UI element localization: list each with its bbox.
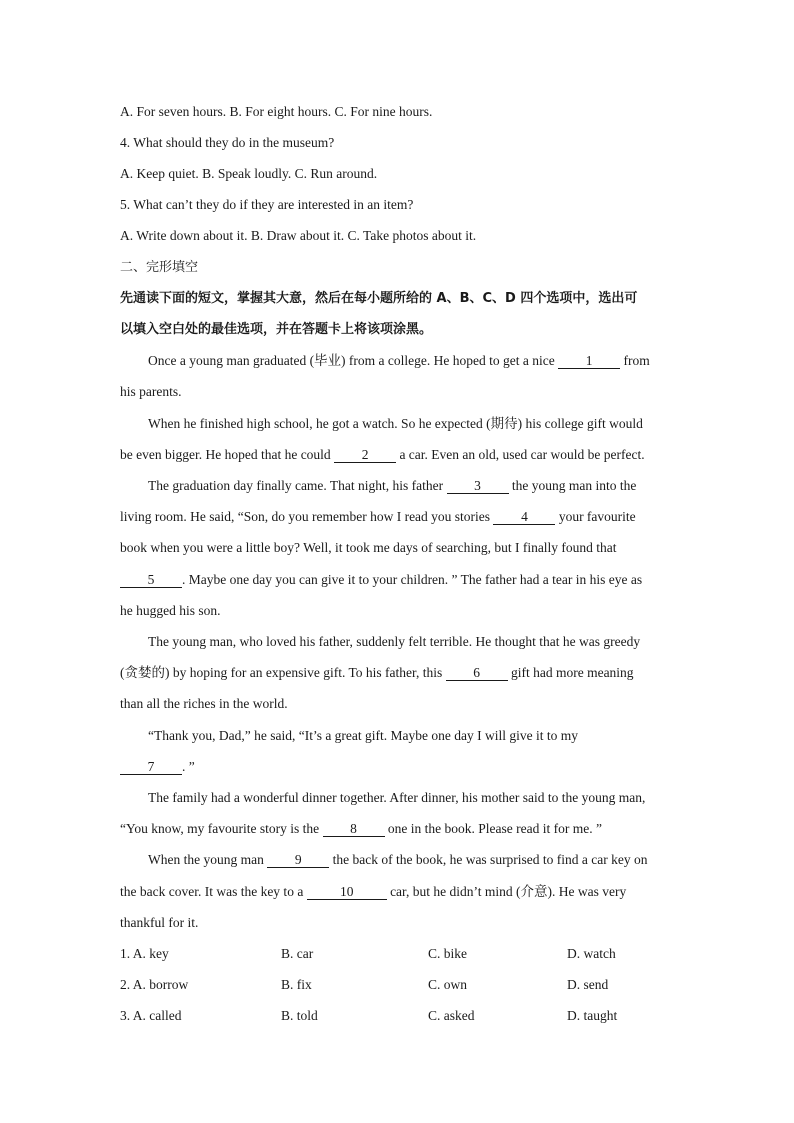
passage-text: “You know, my favourite story is the: [120, 821, 323, 836]
passage-line: [148, 851, 708, 869]
option-row-3: [120, 1007, 680, 1025]
passage-text: the back cover. It was the key to a: [120, 884, 307, 899]
blank-4: 4: [493, 509, 555, 525]
passage-text: gift had more meaning: [507, 665, 634, 680]
option-d: D. send: [567, 977, 609, 992]
passage-line: than all the riches in the world.: [120, 696, 288, 711]
passage-line: [120, 883, 680, 901]
passage-line: [120, 820, 680, 838]
option-a: 1. A. key: [120, 946, 169, 961]
passage-line: “Thank you, Dad,” he said, “It’s a great gift. Maybe one day I will give it to my: [148, 728, 579, 743]
passage-text: living room. He said, “Son, do you remember how I read you stories: [120, 509, 494, 524]
passage-text: one in the book. Please read it for me. ”: [384, 821, 602, 836]
option-c: C. bike: [428, 946, 467, 961]
blank-3: 3: [447, 478, 509, 494]
passage-line: [120, 664, 680, 682]
passage-line: his parents.: [120, 384, 182, 399]
blank-7: 7: [120, 759, 182, 775]
passage-text: (贪婪的) by hoping for an expensive gift. To his father, this: [120, 665, 446, 680]
passage-text: The graduation day finally came. That night, his father: [148, 478, 447, 493]
passage-line: [120, 571, 680, 589]
blank-1: 1: [558, 353, 620, 369]
passage-text: be even bigger. He hoped that he could: [120, 447, 335, 462]
blank-8: 8: [323, 821, 385, 837]
instructions-line-1: 先通读下面的短文，掌握其大意，然后在每小题所给的 A、B、C、D 四个选项中，选出可: [120, 291, 638, 306]
passage-text: . Maybe one day you can give it to your children. ” The father had a tear in his eye as: [182, 572, 643, 587]
passage-line: The young man, who loved his father, suddenly felt terrible. He thought that he was greedy: [148, 634, 641, 649]
option-b: B. told: [281, 1008, 318, 1023]
option-d: D. taught: [567, 1008, 618, 1023]
passage-line: [120, 758, 680, 776]
blank-9: 9: [267, 852, 329, 868]
q5-answer-choices: A. Write down about it. B. Draw about it. C. Take photos about it.: [120, 228, 477, 243]
blank-2: 2: [334, 447, 396, 463]
option-row-1: [120, 945, 680, 963]
passage-line: [120, 508, 680, 526]
passage-text: a car. Even an old, used car would be perfect.: [396, 447, 645, 462]
option-a: 2. A. borrow: [120, 977, 189, 992]
q3-answer-choices: A. For seven hours. B. For eight hours. C. For nine hours.: [120, 104, 433, 119]
passage-line: [120, 446, 680, 464]
passage-text: your favourite: [555, 509, 636, 524]
passage-text: When the young man: [148, 852, 268, 867]
passage-line: [148, 477, 708, 495]
q4-question: 4. What should they do in the museum?: [120, 135, 335, 150]
instructions-line-2: 以填入空白处的最佳选项，并在答题卡上将该项涂黑。: [120, 322, 433, 337]
section-title: 二、完形填空: [120, 260, 199, 275]
passage-line: he hugged his son.: [120, 603, 221, 618]
passage-text: the young man into the: [508, 478, 637, 493]
option-a: 3. A. called: [120, 1008, 182, 1023]
passage-text: the back of the book, he was surprised to find a car key on: [329, 852, 648, 867]
option-b: B. car: [281, 946, 314, 961]
passage-line: The family had a wonderful dinner together. After dinner, his mother said to the young man,: [148, 790, 646, 805]
blank-10: 10: [307, 884, 387, 900]
passage-text: Once a young man graduated (毕业) from a college. He hoped to get a nice: [148, 353, 559, 368]
q4-answer-choices: A. Keep quiet. B. Speak loudly. C. Run around.: [120, 166, 378, 181]
option-b: B. fix: [281, 977, 312, 992]
blank-6: 6: [446, 665, 508, 681]
passage-text: . ”: [182, 759, 195, 774]
passage-line: book when you were a little boy? Well, it took me days of searching, but I finally found that: [120, 540, 617, 555]
option-d: D. watch: [567, 946, 616, 961]
option-c: C. asked: [428, 1008, 475, 1023]
option-c: C. own: [428, 977, 468, 992]
option-row-2: [120, 976, 680, 994]
blank-5: 5: [120, 572, 182, 588]
passage-line: [148, 352, 708, 370]
passage-text: car, but he didn’t mind (介意). He was very: [386, 884, 627, 899]
passage-line: When he finished high school, he got a watch. So he expected (期待) his college gift would: [148, 416, 643, 431]
q5-question: 5. What can’t they do if they are interested in an item?: [120, 197, 414, 212]
passage-text: from: [620, 353, 650, 368]
passage-line: thankful for it.: [120, 915, 199, 930]
